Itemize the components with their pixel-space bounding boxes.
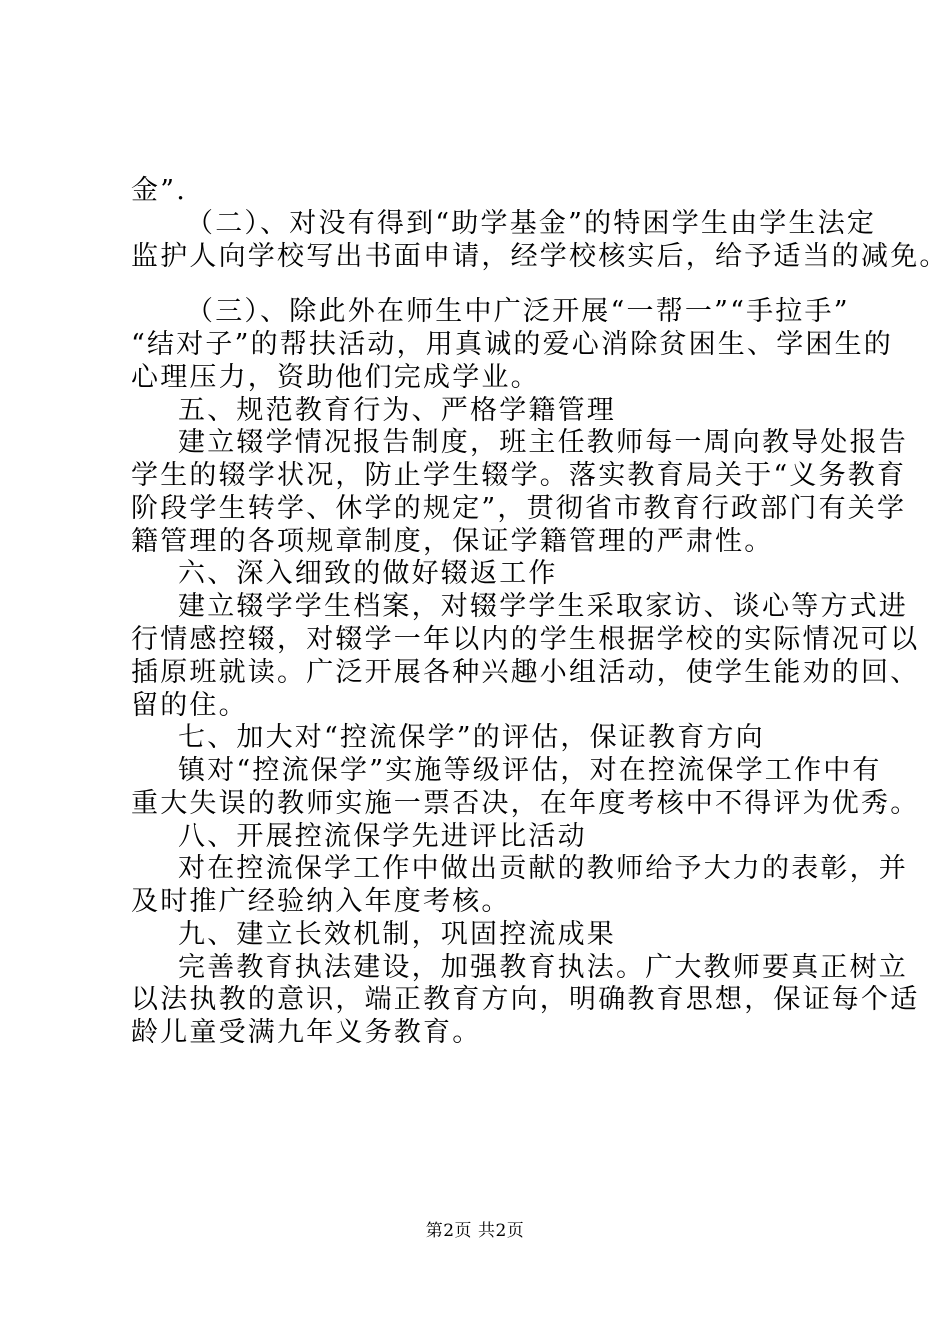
section-heading: 七、加大对“控流保学”的评估，保证教育方向 [178, 722, 765, 753]
paragraph-line: 龄儿童受满九年义务教育。 [131, 1017, 482, 1048]
section-heading: 五、规范教育行为、严格学籍管理 [178, 395, 616, 426]
section-heading: 九、建立长效机制，巩固控流成果 [178, 919, 616, 950]
paragraph-line: 对在控流保学工作中做出贡献的教师给予大力的表彰，并 [178, 853, 908, 884]
paragraph-line: 留的住。 [131, 690, 248, 721]
paragraph-line: 以法执教的意识，端正教育方向，明确教育思想，保证每个适 [131, 984, 920, 1015]
paragraph-line: 插原班就读。广泛开展各种兴趣小组活动，使学生能劝的回、 [131, 657, 920, 688]
paragraph-line: 监护人向学校写出书面申请，经学校核实后，给予适当的减免。 [131, 241, 949, 272]
paragraph-line: 及时推广经验纳入年度考核。 [131, 886, 511, 917]
paragraph-line: 建立辍学情况报告制度，班主任教师每一周向教导处报告 [178, 427, 908, 458]
paragraph-line: 金”. [131, 175, 187, 206]
paragraph-line: “结对子”的帮扶活动，用真诚的爱心消除贫困生、学困生的 [131, 329, 894, 360]
paragraph-line: 学生的辍学状况，防止学生辍学。落实教育局关于“义务教育 [131, 460, 907, 491]
paragraph-line: 完善教育执法建设，加强教育执法。广大教师要真正树立 [178, 952, 908, 983]
paragraph-line: （三）、除此外在师生中广泛开展“一帮一”“手拉手” [186, 296, 850, 327]
paragraph-line: 阶段学生转学、休学的规定”，贯彻省市教育行政部门有关学 [131, 493, 907, 524]
paragraph-line: 建立辍学学生档案，对辍学学生采取家访、谈心等方式进 [178, 591, 908, 622]
section-heading: 八、开展控流保学先进评比活动 [178, 821, 587, 852]
paragraph-line: 籍管理的各项规章制度，保证学籍管理的严肃性。 [131, 526, 774, 557]
paragraph-line: （二）、对没有得到“助学基金”的特困学生由学生法定 [186, 208, 877, 239]
paragraph-line: 行情感控辍，对辍学一年以内的学生根据学校的实际情况可以 [131, 624, 920, 655]
page-number-footer: 第2页 共2页 [425, 1221, 525, 1241]
paragraph-line: 重大失误的教师实施一票否决，在年度考核中不得评为优秀。 [131, 788, 920, 819]
paragraph-line: 镇对“控流保学”实施等级评估，对在控流保学工作中有 [178, 755, 882, 786]
paragraph-line: 心理压力，资助他们完成学业。 [131, 362, 540, 393]
section-heading: 六、深入细致的做好辍返工作 [178, 558, 558, 589]
